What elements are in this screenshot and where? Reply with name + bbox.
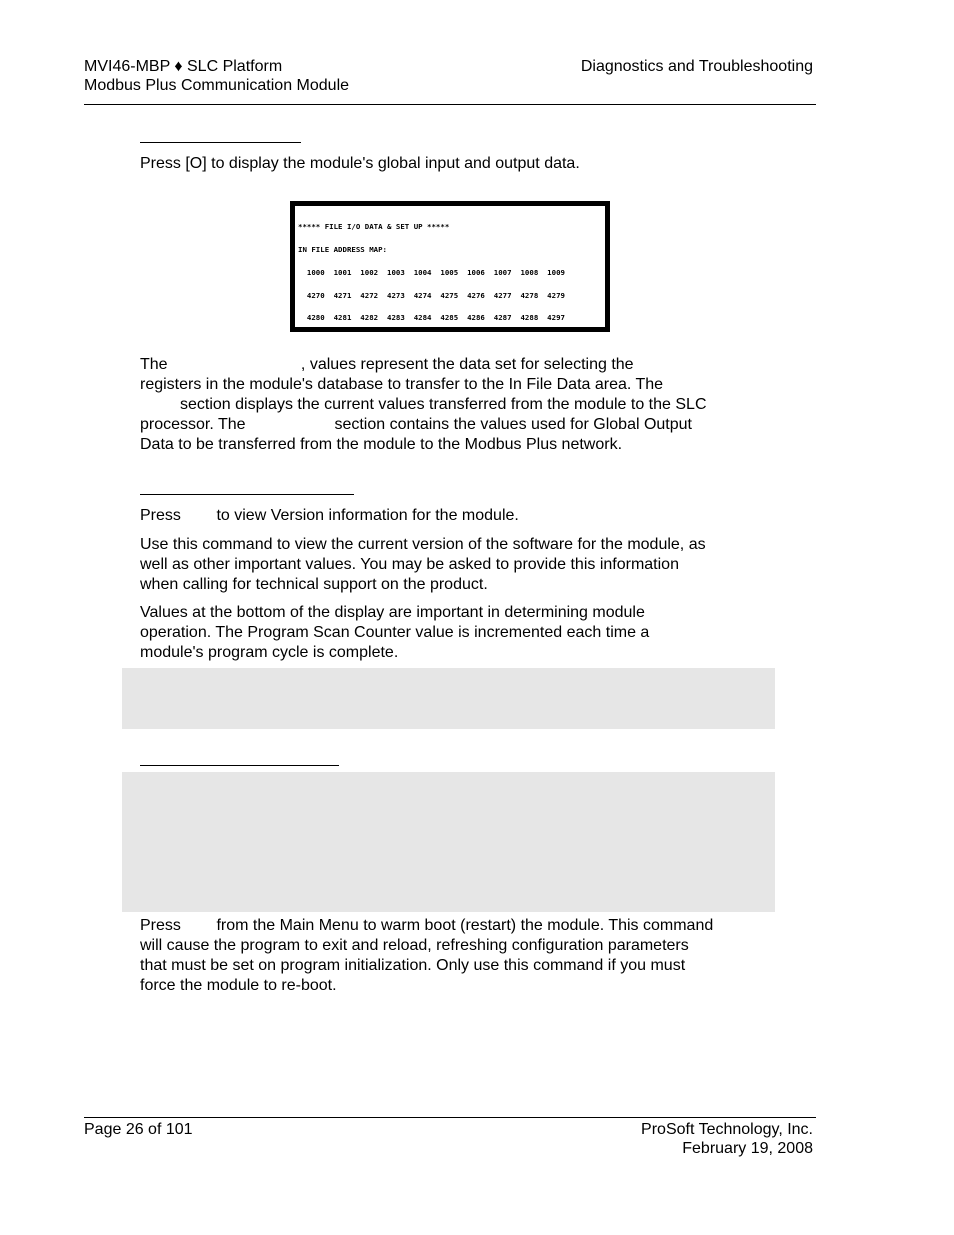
terminal-line: IN FILE ADDRESS MAP: [298,244,387,254]
paragraph-line: The , values represent the data set for selecting the [140,356,634,373]
section-heading-rule-2 [140,494,354,495]
warm-boot-description [140,916,770,996]
paragraph-line: module's program cycle is complete. [140,644,399,661]
note-box [122,668,775,729]
version-paragraph-2 [140,603,760,663]
terminal-line: 4270 4271 4272 4273 4274 4275 4276 4277 4278 4279 [298,290,565,300]
paragraph-line: section displays the current values transferred from the module to the SLC [140,396,707,413]
section-heading-rule-3 [140,765,339,766]
paragraph-line: Press from the Main Menu to warm boot (restart) the module. This command [140,917,714,934]
footer-divider [84,1117,816,1118]
terminal-output [293,204,607,329]
paragraph-line: registers in the module's database to transfer to the In File Data area. The [140,376,664,393]
paragraph-line: processor. The section contains the values used for Global Output [140,416,692,433]
terminal-screenshot [290,201,610,332]
terminal-line: ***** FILE I/O DATA & SET UP ***** [298,222,450,232]
paragraph-line: Use this command to view the current version of the software for the module, as [140,536,706,553]
terminal-line: 1000 1001 1002 1003 1004 1005 1006 1007 1008 1009 [298,267,565,277]
paragraph-line: will cause the program to exit and reload, refreshing configuration parameters [140,937,689,954]
terminal-line: 4280 4281 4282 4283 4284 4285 4286 4287 4288 4297 [298,313,565,323]
paragraph-line: well as other important values. You may be asked to provide this information [140,556,679,573]
header-product: MVI46-MBP ♦ SLC Platform [84,58,283,75]
version-intro: Press to view Version information for the module. [140,507,519,524]
io-data-intro: Press [O] to display the module's global input and output data. [140,155,580,172]
paragraph-line: Data to be transferred from the module to the Modbus Plus network. [140,436,623,453]
version-paragraph-1 [140,535,760,595]
paragraph-line: that must be set on program initialization. Only use this command if you must [140,957,686,974]
footer-date: February 19, 2008 [682,1140,813,1157]
paragraph-line: force the module to re-boot. [140,977,337,994]
header-chapter: Diagnostics and Troubleshooting [580,58,813,75]
header-divider [84,104,816,105]
header-module-name: Modbus Plus Communication Module [84,77,350,94]
io-data-description [140,355,770,455]
warning-box [122,772,775,912]
paragraph-line: when calling for technical support on the product. [140,576,488,593]
page-number: Page 26 of 101 [84,1121,193,1138]
paragraph-line: operation. The Program Scan Counter value is incremented each time a [140,624,650,641]
section-heading-rule-1 [140,142,301,143]
footer-company: ProSoft Technology, Inc. [641,1121,813,1138]
paragraph-line: Values at the bottom of the display are important in determining module [140,604,645,621]
